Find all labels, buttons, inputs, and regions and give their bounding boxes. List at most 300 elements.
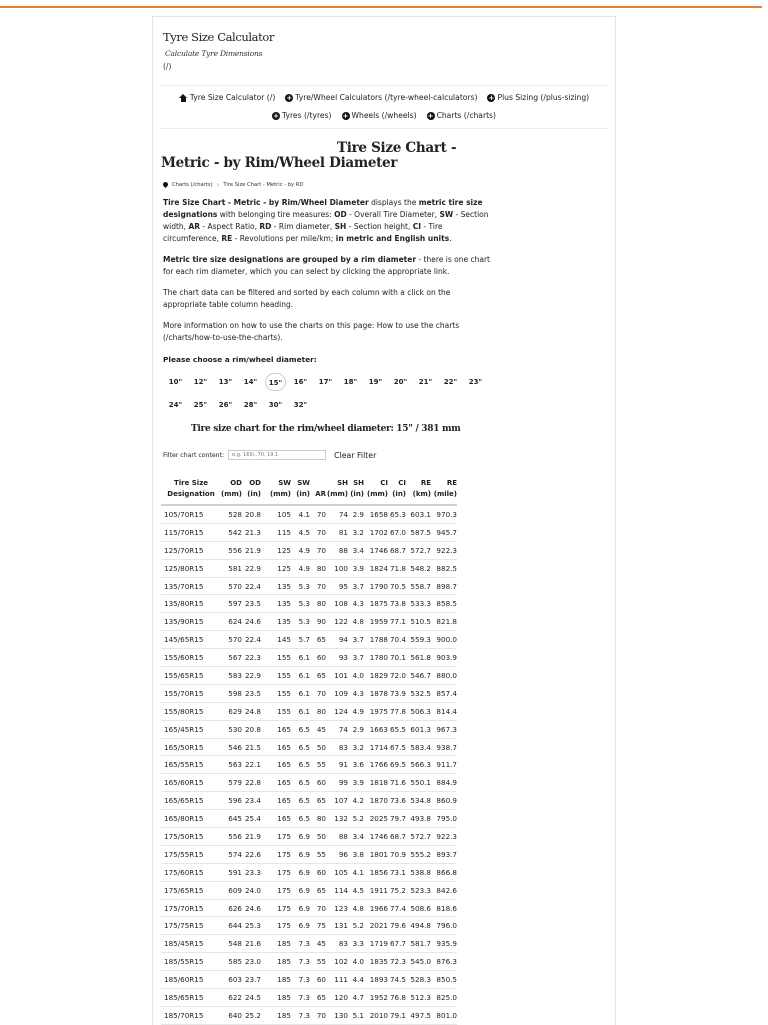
table-cell: 1878 — [364, 684, 388, 702]
column-header[interactable]: RE (mile) — [431, 473, 457, 505]
table-cell: 7.3 — [291, 989, 310, 1007]
table-row — [161, 667, 457, 685]
table-cell: 626 — [221, 899, 242, 917]
rim-diameter-link[interactable]: 16" — [293, 378, 308, 386]
plus-circle-icon: + — [427, 111, 434, 120]
table-cell: 114 — [326, 881, 348, 899]
table-cell: 1870 — [364, 792, 388, 810]
table-cell: 25.2 — [242, 1006, 261, 1024]
table-cell: 22.8 — [242, 774, 261, 792]
table-cell: 21.6 — [242, 935, 261, 953]
site-home-link[interactable]: (/) — [163, 62, 172, 71]
table-cell: 55 — [310, 953, 326, 971]
table-cell: 4.9 — [291, 541, 310, 559]
nav-item-tyres[interactable] — [272, 111, 331, 120]
table-cell: 566.3 — [406, 756, 431, 774]
table-cell: 77.8 — [388, 702, 406, 720]
table-cell: 165 — [261, 720, 291, 738]
table-cell: 70 — [310, 505, 326, 523]
rim-diameter-list — [163, 373, 503, 391]
table-cell: 1790 — [364, 577, 388, 595]
table-cell: 73.1 — [388, 863, 406, 881]
tire-designation-cell: 125/80R15 — [161, 559, 221, 577]
intro-text: - Tire circumference, — [163, 222, 443, 243]
table-cell: 4.4 — [348, 971, 364, 989]
table-cell: 624 — [221, 613, 242, 631]
table-cell: 22.4 — [242, 631, 261, 649]
table-cell: 24.8 — [242, 702, 261, 720]
table-cell: 91 — [326, 756, 348, 774]
intro-bold-text: SH — [334, 222, 347, 231]
breadcrumb-item: Tire Size Chart - Metric - by RD — [223, 182, 304, 188]
table-cell: 22.9 — [242, 667, 261, 685]
table-cell: 67.7 — [388, 935, 406, 953]
table-cell: 124 — [326, 702, 348, 720]
table-row — [161, 953, 457, 971]
table-cell: 603 — [221, 971, 242, 989]
table-cell: 548.2 — [406, 559, 431, 577]
table-cell: 4.3 — [348, 595, 364, 613]
tire-designation-cell: 175/60R15 — [161, 863, 221, 881]
table-cell: 23.7 — [242, 971, 261, 989]
table-cell: 922.3 — [431, 541, 457, 559]
table-cell: 185 — [261, 935, 291, 953]
table-cell: 175 — [261, 845, 291, 863]
column-header[interactable]: SW (mm) — [261, 473, 291, 505]
nav-item-label: Tyre/Wheel Calculators (/tyre-wheel-calculators) — [295, 93, 478, 102]
intro-text: . — [449, 234, 452, 243]
table-cell: 528 — [221, 505, 242, 523]
table-cell: 1788 — [364, 631, 388, 649]
filter-input[interactable] — [228, 450, 326, 460]
table-cell: 131 — [326, 917, 348, 935]
rim-diameter-link[interactable]: 26" — [218, 401, 233, 409]
nav-item-label: Tyre Size Calculator (/) — [189, 93, 276, 102]
table-row — [161, 559, 457, 577]
nav-item-label: Tyres (/tyres) — [282, 111, 332, 120]
table-row — [161, 863, 457, 881]
table-cell: 96 — [326, 845, 348, 863]
table-cell: 523.3 — [406, 881, 431, 899]
table-cell: 6.5 — [291, 756, 310, 774]
tire-designation-cell: 155/65R15 — [161, 667, 221, 685]
table-cell: 6.1 — [291, 667, 310, 685]
table-row — [161, 845, 457, 863]
column-header[interactable]: SW (in) — [291, 473, 310, 505]
table-cell: 818.6 — [431, 899, 457, 917]
table-cell: 70.4 — [388, 631, 406, 649]
table-cell: 2010 — [364, 1006, 388, 1024]
table-cell: 135 — [261, 613, 291, 631]
table-cell: 21.9 — [242, 828, 261, 846]
table-cell: 4.5 — [348, 881, 364, 899]
table-cell: 175 — [261, 899, 291, 917]
table-row — [161, 971, 457, 989]
table-row — [161, 631, 457, 649]
table-cell: 644 — [221, 917, 242, 935]
table-cell: 75.2 — [388, 881, 406, 899]
table-cell: 532.5 — [406, 684, 431, 702]
table-row — [161, 1006, 457, 1024]
table-row — [161, 917, 457, 935]
plus-circle-icon: + — [286, 93, 293, 102]
intro-text: - Overall Tire Diameter, — [346, 210, 440, 219]
table-cell: 3.7 — [348, 631, 364, 649]
rim-diameter-link[interactable]: 14" — [243, 378, 258, 386]
intro-bold-text: CI — [412, 222, 422, 231]
table-row — [161, 649, 457, 667]
intro-text: - Rim diameter, — [271, 222, 335, 231]
table-cell: 530 — [221, 720, 242, 738]
table-cell: 20.8 — [242, 720, 261, 738]
table-cell: 550.1 — [406, 774, 431, 792]
table-cell: 900.0 — [431, 631, 457, 649]
table-cell: 3.3 — [348, 935, 364, 953]
rim-diameter-link[interactable]: 32" — [293, 401, 308, 409]
table-cell: 2.9 — [348, 505, 364, 523]
table-cell: 50 — [310, 738, 326, 756]
table-cell: 155 — [261, 667, 291, 685]
column-header[interactable]: SH (in) — [348, 473, 364, 505]
table-cell: 4.0 — [348, 667, 364, 685]
table-cell: 1952 — [364, 989, 388, 1007]
table-row — [161, 899, 457, 917]
nav-item-charts[interactable] — [427, 111, 496, 120]
rim-select-label: Please choose a rim/wheel diameter: — [163, 355, 317, 364]
table-cell: 4.8 — [348, 613, 364, 631]
table-cell: 1663 — [364, 720, 388, 738]
table-cell: 528.3 — [406, 971, 431, 989]
rim-diameter-link[interactable]: 21" — [418, 378, 433, 386]
table-cell: 898.7 — [431, 577, 457, 595]
table-cell: 558.7 — [406, 577, 431, 595]
table-cell: 559.3 — [406, 631, 431, 649]
rim-diameter-link[interactable]: 15" — [265, 373, 286, 391]
table-cell: 556 — [221, 541, 242, 559]
table-cell: 135 — [261, 595, 291, 613]
table-cell: 546.7 — [406, 667, 431, 685]
table-cell: 1766 — [364, 756, 388, 774]
intro-paragraph-2 — [163, 254, 495, 278]
table-cell: 165 — [261, 810, 291, 828]
table-cell: 45 — [310, 935, 326, 953]
table-cell: 3.8 — [348, 845, 364, 863]
table-cell: 6.5 — [291, 774, 310, 792]
table-cell: 6.5 — [291, 810, 310, 828]
rim-diameter-link[interactable]: 10" — [168, 378, 183, 386]
table-cell: 548 — [221, 935, 242, 953]
table-cell: 538.8 — [406, 863, 431, 881]
table-cell: 60 — [310, 863, 326, 881]
rim-diameter-link[interactable]: 18" — [343, 378, 358, 386]
tire-designation-cell: 185/65R15 — [161, 989, 221, 1007]
tire-designation-cell: 175/65R15 — [161, 881, 221, 899]
page-title-line2: Metric - by Rim/Wheel Diameter — [161, 155, 398, 171]
table-cell: 534.8 — [406, 792, 431, 810]
table-cell: 22.4 — [242, 577, 261, 595]
table-cell: 922.3 — [431, 828, 457, 846]
rim-diameter-link[interactable]: 24" — [168, 401, 183, 409]
breadcrumb-separator: › — [216, 181, 220, 189]
tire-designation-cell: 185/45R15 — [161, 935, 221, 953]
table-cell: 79.6 — [388, 917, 406, 935]
tire-designation-cell: 165/60R15 — [161, 774, 221, 792]
column-header[interactable]: AR — [310, 473, 326, 505]
table-cell: 1818 — [364, 774, 388, 792]
main-nav — [159, 85, 609, 129]
table-cell: 83 — [326, 738, 348, 756]
table-cell: 185 — [261, 971, 291, 989]
table-cell: 65 — [310, 989, 326, 1007]
rim-diameter-link[interactable]: 17" — [318, 378, 333, 386]
rim-diameter-link[interactable]: 25" — [193, 401, 208, 409]
table-cell: 22.9 — [242, 559, 261, 577]
table-cell: 572.7 — [406, 828, 431, 846]
table-cell: 123 — [326, 899, 348, 917]
column-header[interactable]: OD (in) — [242, 473, 261, 505]
rim-diameter-link[interactable]: 12" — [193, 378, 208, 386]
table-cell: 3.2 — [348, 523, 364, 541]
table-cell: 591 — [221, 863, 242, 881]
table-cell: 130 — [326, 1006, 348, 1024]
plus-circle-icon: + — [273, 111, 279, 120]
table-cell: 77.4 — [388, 899, 406, 917]
tire-designation-cell: 185/70R15 — [161, 1006, 221, 1024]
table-cell: 74.5 — [388, 971, 406, 989]
table-cell: 80 — [310, 810, 326, 828]
tire-designation-cell: 155/60R15 — [161, 649, 221, 667]
column-header[interactable]: CI (in) — [388, 473, 406, 505]
table-cell: 970.3 — [431, 505, 457, 523]
table-row — [161, 541, 457, 559]
table-cell: 857.4 — [431, 684, 457, 702]
table-cell: 70.9 — [388, 845, 406, 863]
table-cell: 88 — [326, 541, 348, 559]
column-header[interactable]: Tire Size Designation — [161, 473, 221, 505]
intro-text: - Section height, — [346, 222, 413, 231]
table-cell: 94 — [326, 631, 348, 649]
table-cell: 175 — [261, 917, 291, 935]
table-cell: 1856 — [364, 863, 388, 881]
rim-diameter-link[interactable]: 23" — [468, 378, 483, 386]
table-cell: 21.3 — [242, 523, 261, 541]
table-cell: 596 — [221, 792, 242, 810]
table-cell: 79.1 — [388, 1006, 406, 1024]
rim-diameter-link[interactable]: 28" — [243, 401, 258, 409]
column-header[interactable]: RE (km) — [406, 473, 431, 505]
tire-designation-cell: 165/80R15 — [161, 810, 221, 828]
table-cell: 7.3 — [291, 935, 310, 953]
table-cell: 88 — [326, 828, 348, 846]
table-cell: 866.8 — [431, 863, 457, 881]
chart-title: Tire size chart for the rim/wheel diameter: 15" / 381 mm — [191, 424, 461, 434]
table-cell: 821.8 — [431, 613, 457, 631]
table-cell: 903.9 — [431, 649, 457, 667]
map-marker-icon — [163, 182, 168, 188]
nav-row — [159, 93, 609, 102]
tire-designation-cell: 175/50R15 — [161, 828, 221, 846]
rim-diameter-link[interactable]: 20" — [393, 378, 408, 386]
table-cell: 6.9 — [291, 881, 310, 899]
table-cell: 6.9 — [291, 917, 310, 935]
table-cell: 4.2 — [348, 792, 364, 810]
tire-designation-cell: 145/65R15 — [161, 631, 221, 649]
table-cell: 5.2 — [348, 917, 364, 935]
table-cell: 20.8 — [242, 505, 261, 523]
table-cell: 1658 — [364, 505, 388, 523]
intro-text: - Aspect Ratio, — [200, 222, 260, 231]
table-cell: 55 — [310, 756, 326, 774]
table-cell: 70 — [310, 684, 326, 702]
table-cell: 65.3 — [388, 505, 406, 523]
table-cell: 893.7 — [431, 845, 457, 863]
rim-diameter-link[interactable]: 19" — [368, 378, 383, 386]
table-cell: 945.7 — [431, 523, 457, 541]
table-cell: 80 — [310, 595, 326, 613]
table-cell: 2021 — [364, 917, 388, 935]
nav-item-wheels[interactable] — [342, 111, 417, 120]
table-cell: 60 — [310, 971, 326, 989]
table-cell: 135 — [261, 577, 291, 595]
table-cell: 533.3 — [406, 595, 431, 613]
table-header-row — [161, 473, 457, 505]
table-cell: 4.3 — [348, 684, 364, 702]
table-cell: 585 — [221, 953, 242, 971]
table-row — [161, 720, 457, 738]
table-cell: 101 — [326, 667, 348, 685]
table-row — [161, 738, 457, 756]
filter-row — [163, 450, 376, 460]
tire-designation-cell: 135/70R15 — [161, 577, 221, 595]
intro-paragraph-1 — [163, 197, 495, 245]
table-row — [161, 613, 457, 631]
table-cell: 90 — [310, 613, 326, 631]
table-row — [161, 595, 457, 613]
table-cell: 1719 — [364, 935, 388, 953]
table-cell: 68.7 — [388, 541, 406, 559]
rim-diameter-link[interactable]: 13" — [218, 378, 233, 386]
table-cell: 796.0 — [431, 917, 457, 935]
table-cell: 100 — [326, 559, 348, 577]
table-cell: 570 — [221, 631, 242, 649]
table-cell: 125 — [261, 541, 291, 559]
table-row — [161, 577, 457, 595]
table-cell: 70 — [310, 523, 326, 541]
filter-label: Filter chart content: — [163, 451, 225, 459]
table-cell: 497.5 — [406, 1006, 431, 1024]
table-cell: 22.6 — [242, 845, 261, 863]
table-cell: 155 — [261, 684, 291, 702]
tire-designation-cell: 155/80R15 — [161, 702, 221, 720]
table-cell: 570 — [221, 577, 242, 595]
rim-diameter-link[interactable]: 30" — [268, 401, 283, 409]
table-cell: 5.3 — [291, 595, 310, 613]
table-cell: 6.1 — [291, 684, 310, 702]
column-header[interactable]: SH (mm) — [326, 473, 348, 505]
table-cell: 563 — [221, 756, 242, 774]
tire-designation-cell: 165/45R15 — [161, 720, 221, 738]
table-cell: 93 — [326, 649, 348, 667]
intro-text: with belonging tire measures: — [217, 210, 335, 219]
table-cell: 1746 — [364, 828, 388, 846]
intro-bold-text: RD — [259, 222, 272, 231]
table-cell: 65 — [310, 881, 326, 899]
table-cell: 132 — [326, 810, 348, 828]
table-cell: 1959 — [364, 613, 388, 631]
table-cell: 76.8 — [388, 989, 406, 1007]
table-cell: 145 — [261, 631, 291, 649]
table-cell: 860.9 — [431, 792, 457, 810]
table-cell: 3.4 — [348, 828, 364, 846]
table-cell: 70.5 — [388, 577, 406, 595]
table-cell: 581 — [221, 559, 242, 577]
table-cell: 4.8 — [348, 899, 364, 917]
table-cell: 105 — [326, 863, 348, 881]
table-row — [161, 989, 457, 1007]
table-cell: 165 — [261, 738, 291, 756]
table-cell: 21.5 — [242, 738, 261, 756]
intro-text: - Revolutions per mile/km; — [232, 234, 336, 243]
table-cell: 65 — [310, 667, 326, 685]
how-to-use-link[interactable]: More information on how to use the charts on this page: How to use the charts (/charts/how-to-use-the-charts). — [163, 321, 460, 342]
table-cell: 155 — [261, 702, 291, 720]
table-cell: 556 — [221, 828, 242, 846]
table-cell: 629 — [221, 702, 242, 720]
table-cell: 880.0 — [431, 667, 457, 685]
table-cell: 125 — [261, 559, 291, 577]
table-cell: 842.6 — [431, 881, 457, 899]
column-header[interactable]: CI (mm) — [364, 473, 388, 505]
table-cell: 1966 — [364, 899, 388, 917]
table-cell: 73.9 — [388, 684, 406, 702]
nav-item-tyre-wheel-calculators[interactable] — [285, 93, 477, 102]
table-cell: 67.0 — [388, 523, 406, 541]
tire-designation-cell: 115/70R15 — [161, 523, 221, 541]
site-title[interactable]: Tyre Size Calculator — [163, 30, 274, 44]
breadcrumb — [163, 181, 303, 189]
table-cell: 60 — [310, 774, 326, 792]
rim-diameter-link[interactable]: 22" — [443, 378, 458, 386]
table-cell: 545.0 — [406, 953, 431, 971]
table-cell: 67.5 — [388, 738, 406, 756]
nav-item-plus-sizing[interactable] — [487, 93, 589, 102]
tire-designation-cell: 165/55R15 — [161, 756, 221, 774]
table-cell: 1893 — [364, 971, 388, 989]
home-icon — [179, 94, 188, 102]
table-cell: 6.9 — [291, 899, 310, 917]
nav-item-tyre-size-calculator[interactable] — [179, 93, 275, 102]
table-cell: 23.5 — [242, 595, 261, 613]
table-cell: 175 — [261, 863, 291, 881]
tire-designation-cell: 165/50R15 — [161, 738, 221, 756]
table-cell: 4.9 — [348, 702, 364, 720]
table-cell: 6.9 — [291, 828, 310, 846]
column-header[interactable]: OD (mm) — [221, 473, 242, 505]
table-cell: 99 — [326, 774, 348, 792]
intro-bold-text: OD — [334, 210, 347, 219]
breadcrumb-item[interactable]: Charts (/charts) — [172, 182, 213, 188]
table-cell: 6.5 — [291, 792, 310, 810]
table-cell: 21.9 — [242, 541, 261, 559]
table-cell: 967.3 — [431, 720, 457, 738]
nav-row — [159, 111, 609, 120]
table-row — [161, 810, 457, 828]
table-row — [161, 881, 457, 899]
table-cell: 2025 — [364, 810, 388, 828]
table-row — [161, 505, 457, 523]
table-cell: 5.3 — [291, 613, 310, 631]
clear-filter-button[interactable]: Clear Filter — [334, 450, 377, 460]
